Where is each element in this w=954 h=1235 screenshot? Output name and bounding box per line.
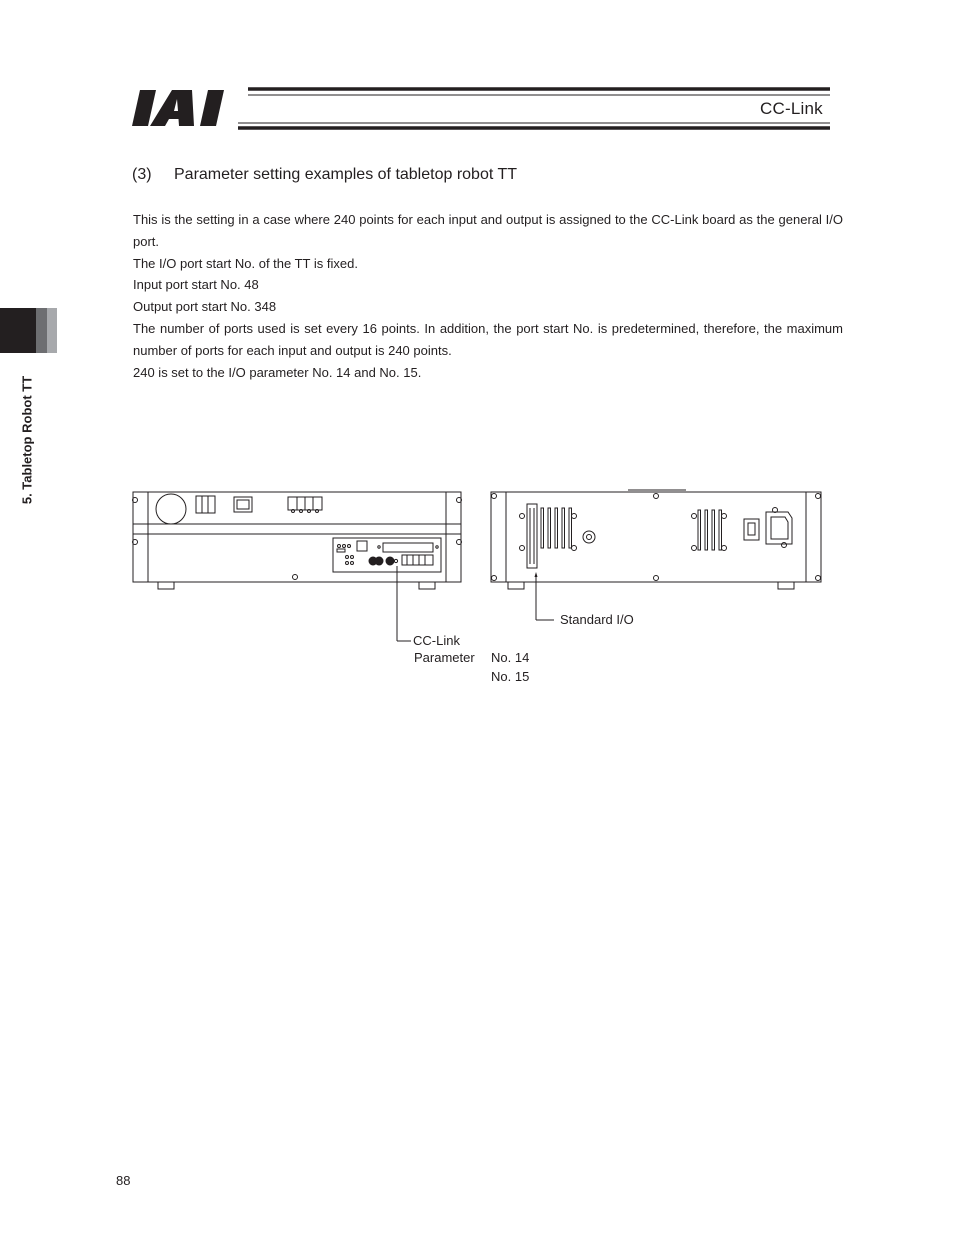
front-view (133, 492, 462, 641)
chapter-tab-shade (36, 308, 47, 353)
chapter-tab (0, 308, 36, 353)
iai-logo (132, 86, 242, 130)
cclink-label: CC-Link (413, 633, 460, 648)
document-title: CC-Link (760, 99, 823, 118)
paragraph: Input port start No. 48 (133, 277, 259, 293)
page-number: 88 (116, 1173, 131, 1188)
paragraph: 240 is set to the I/O parameter No. 14 and No. 15. (133, 364, 422, 380)
parameter-label: Parameter (414, 650, 475, 665)
chapter-side-label: 5. Tabletop Robot TT (19, 375, 35, 505)
parameter-number: No. 15 (491, 669, 530, 684)
section-number: (3) (132, 166, 152, 183)
section-heading (132, 166, 517, 184)
standard-io-label: Standard I/O (560, 612, 634, 627)
paragraph: This is the setting in a case where 240 points for each input and output is assigned to the CC-Link board as the general I/O port. (133, 212, 843, 249)
paragraph: Output port start No. 348 (133, 299, 277, 315)
body-text (133, 209, 843, 383)
paragraph: The I/O port start No. of the TT is fixed. (133, 255, 358, 271)
chapter-tab-shade (47, 308, 57, 353)
paragraph: The number of ports used is set every 16 points. In addition, the port start No. is predetermined, therefore, the maximum number of ports for each input and output is 240 points. (133, 320, 843, 358)
tabletop-robot-controller-drawing (128, 486, 828, 686)
section-title: Parameter setting examples of tabletop robot TT (174, 166, 517, 183)
rear-view (491, 490, 821, 620)
header-rule (238, 86, 830, 130)
parameter-number: No. 14 (491, 650, 530, 665)
